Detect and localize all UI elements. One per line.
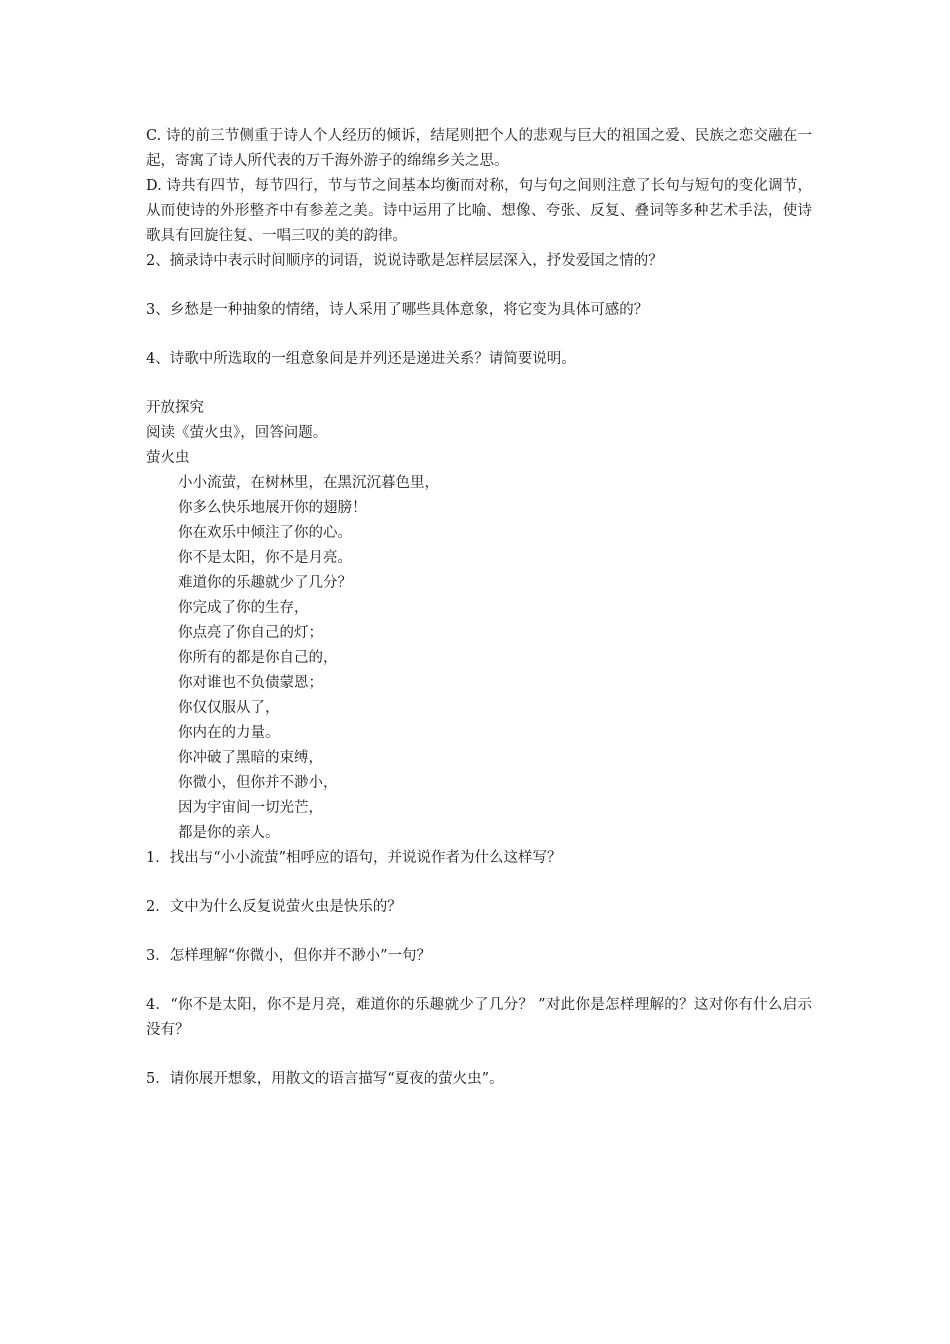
poem-line: 你点亮了你自己的灯； [178,625,323,641]
poem-question-5: 5．请你展开想象，用散文的语言描写“夏夜的萤火虫”。 [146,1071,504,1087]
section-heading: 开放探究 [146,400,204,416]
poem-line: 你完成了你的生存， [178,600,309,616]
poem-question-3: 3．怎样理解“你微小，但你并不渺小”一句？ [146,948,432,964]
poem-line: 都是你的亲人。 [178,825,280,841]
poem-line: 你内在的力量。 [178,725,280,741]
poem-question-4: 4．“你不是太阳，你不是月亮，难道你的乐趣就少了几分？ ”对此你是怎样理解的？这对你有什么启示没有？ [146,997,812,1038]
question-3: 3、乡愁是一种抽象的情绪，诗人采用了哪些具体意象，将它变为具体可感的？ [146,302,649,318]
reading-instruction: 阅读《萤火虫》，回答问题。 [146,425,328,441]
poem-line: 因为宇宙间一切光芒， [178,800,323,816]
question-2: 2、摘录诗中表示时间顺序的词语，说说诗歌是怎样层层深入，抒发爱国之情的？ [146,253,663,269]
option-c: C. 诗的前三节侧重于诗人个人经历的倾诉，结尾则把个人的悲观与巨大的祖国之爱、民族之恋交融在一起，寄寓了诗人所代表的万千海外游子的绵绵乡关之思。 [146,128,812,169]
poem-line: 你多么快乐地展开你的翅膀！ [178,500,367,516]
poem-body [146,471,812,846]
poem-line: 你对谁也不负债蒙恩； [178,675,323,691]
question-4: 4、诗歌中所选取的一组意象间是并列还是递进关系？请简要说明。 [146,351,576,367]
poem-line: 你微小，但你并不渺小， [178,775,338,791]
poem-line: 你仅仅服从了， [178,700,280,716]
document-page [146,124,812,1092]
poem-line: 难道你的乐趣就少了几分？ [178,575,352,591]
poem-line: 你冲破了黑暗的束缚， [178,750,323,766]
poem-line: 小小流萤，在树林里，在黑沉沉暮色里， [178,475,439,491]
poem-line: 你所有的都是你自己的， [178,650,338,666]
poem-question-1: 1．找出与“小小流萤”相呼应的语句，并说说作者为什么这样写？ [146,850,562,866]
poem-title: 萤火虫 [146,450,190,466]
option-d: D. 诗共有四节，每节四行，节与节之间基本均衡而对称，句与句之间则注意了长句与短句的变化调节，从而使诗的外形整齐中有参差之美。诗中运用了比喻、想像、夸张、反复、叠词等多种艺术手法，使诗歌具有回旋往复、一唱三叹的美的韵律。 [146,178,812,244]
poem-question-2: 2．文中为什么反复说萤火虫是快乐的？ [146,899,402,915]
poem-line: 你在欢乐中倾注了你的心。 [178,525,352,541]
poem-line: 你不是太阳，你不是月亮。 [178,550,352,566]
